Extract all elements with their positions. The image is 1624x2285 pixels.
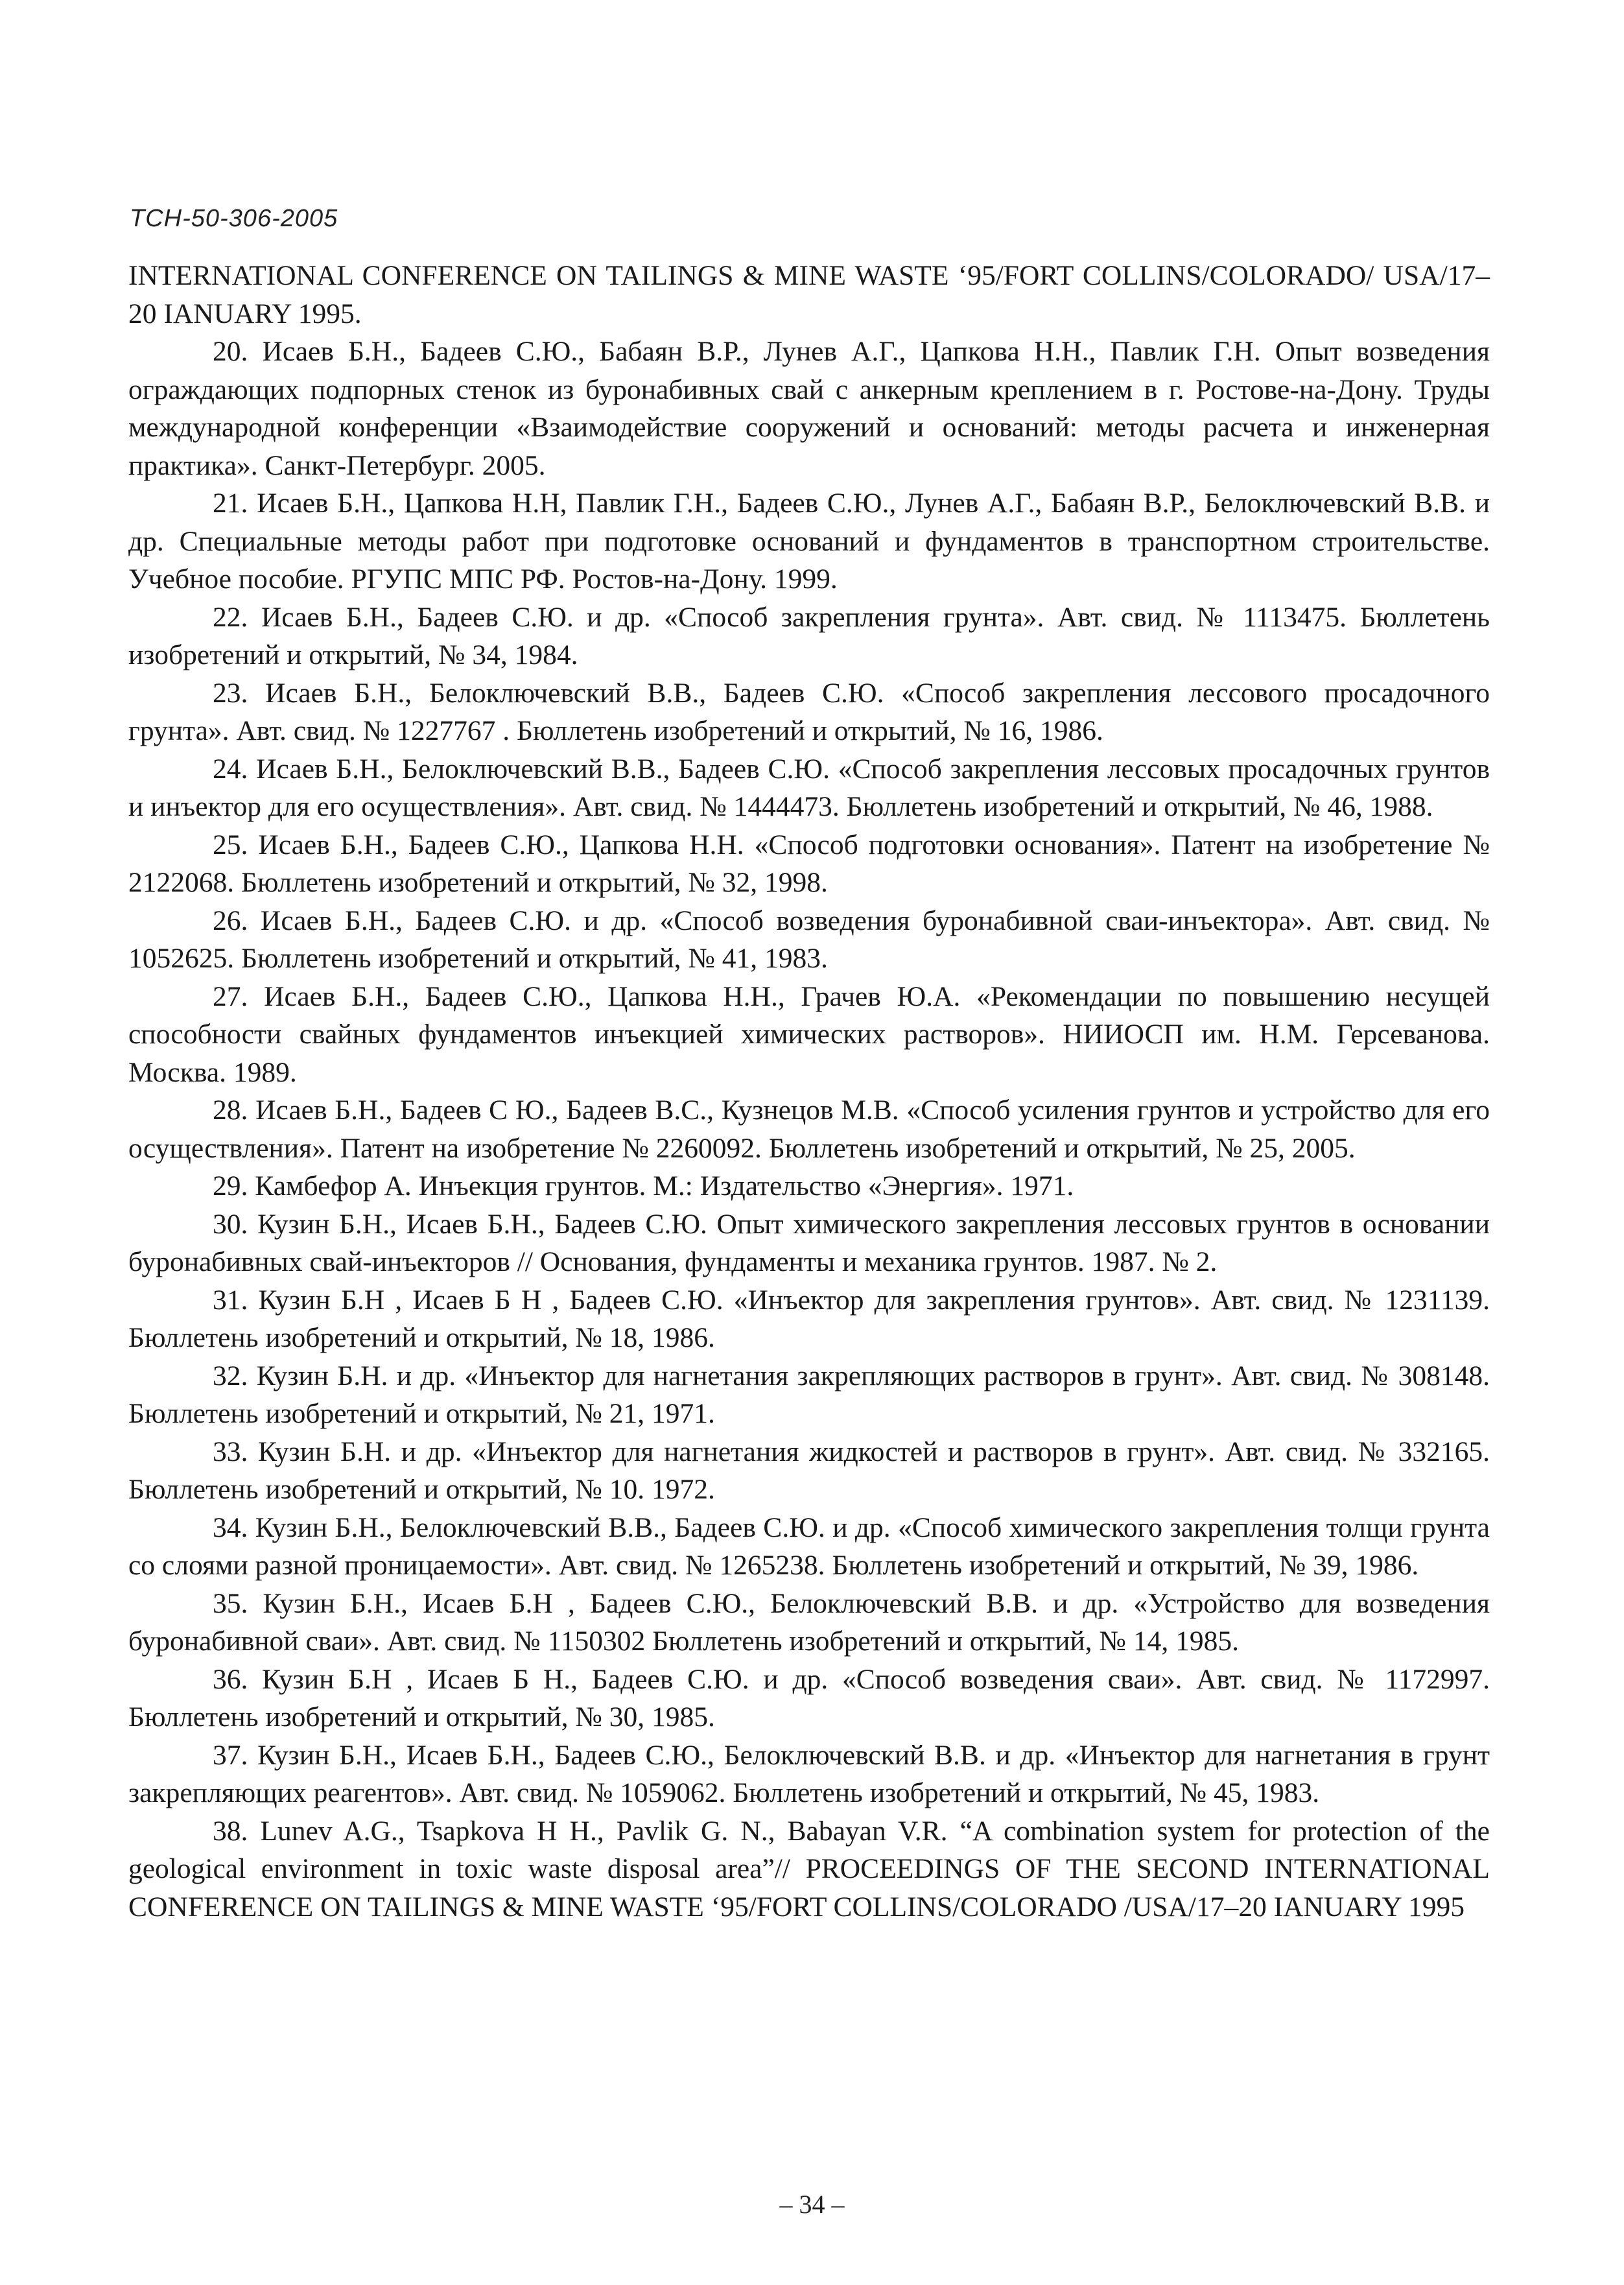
reference-item-31: 31. Кузин Б.Н , Исаев Б Н , Бадеев С.Ю. «Инъектор для закрепления грунтов». Авт. свид. № 1231139. Бюллетень изобретений и открытий, № 18, 1986.	[128, 1284, 1490, 1353]
reference-item-21: 21. Исаев Б.Н., Цапкова Н.Н, Павлик Г.Н., Бадеев С.Ю., Лунев А.Г., Бабаян В.Р., Белоключевский В.В. и др. Специальные методы работ при подготовке оснований и фундаментов в транспортном строительстве. Учебное пособие. РГУПС МПС РФ. Ростов-на-Дону. 1999.	[128, 488, 1490, 595]
reference-item-37: 37. Кузин Б.Н., Исаев Б.Н., Бадеев С.Ю., Белоключевский В.В. и др. «Инъектор для нагнетания в грунт закрепляющих реагентов». Авт. свид. № 1059062. Бюллетень изобретений и открытий, № 45, 1983.	[128, 1739, 1490, 1808]
reference-item-25: 25. Исаев Б.Н., Бадеев С.Ю., Цапкова Н.Н. «Способ подготовки основания». Патент на изобретение № 2122068. Бюллетень изобретений и открытий, № 32, 1998.	[128, 829, 1490, 898]
reference-item-24: 24. Исаев Б.Н., Белоключевский В.В., Бадеев С.Ю. «Способ закрепления лессовых просадочных грунтов и инъектор для его осуществления». Авт. свид. № 1444473. Бюллетень изобретений и открытий, № 46, 1988.	[128, 753, 1490, 822]
reference-item-30: 30. Кузин Б.Н., Исаев Б.Н., Бадеев С.Ю. Опыт химического закрепления лессовых грунтов в основании буронабивных свай-инъекторов // Основания, фундаменты и механика грунтов. 1987. № 2.	[128, 1208, 1490, 1277]
reference-item-38: 38. Lunev A.G., Tsapkova H H., Pavlik G. N., Babayan V.R. “A combination system for protection of the geological environment in toxic waste disposal area”// PROCEEDINGS OF THE SECOND INTERNATIONAL CONFERENCE ON TAILINGS & MINE WASTE ‘95/FORT COLLINS/COLORADO /USA/17–20 IANUARY 1995	[128, 1815, 1490, 1923]
reference-item-20: 20. Исаев Б.Н., Бадеев С.Ю., Бабаян В.Р., Лунев А.Г., Цапкова Н.Н., Павлик Г.Н. Опыт возведения ограждающих подпорных стенок из буронабивных свай с анкерным креплением в г. Ростове-на-Дону. Труды международной конференции «Взаимодействие сооружений и оснований: методы расчета и инженерная практика». Санкт-Петербург. 2005.	[128, 336, 1490, 481]
reference-item-26: 26. Исаев Б.Н., Бадеев С.Ю. и др. «Способ возведения буронабивной сваи-инъектора». Авт. свид. № 1052625. Бюллетень изобретений и открытий, № 41, 1983.	[128, 905, 1490, 974]
reference-item-22: 22. Исаев Б.Н., Бадеев С.Ю. и др. «Способ закрепления грунта». Авт. свид. № 1113475. Бюллетень изобретений и открытий, № 34, 1984.	[128, 601, 1490, 670]
reference-item-28: 28. Исаев Б.Н., Бадеев С Ю., Бадеев В.С., Кузнецов М.В. «Способ усиления грунтов и устройство для его осуществления». Патент на изобретение № 2260092. Бюллетень изобретений и открытий, № 25, 2005.	[128, 1095, 1490, 1164]
reference-item-34: 34. Кузин Б.Н., Белоключевский В.В., Бадеев С.Ю. и др. «Способ химического закрепления толщи грунта со слоями разной проницаемости». Авт. свид. № 1265238. Бюллетень изобретений и открытий, № 39, 1986.	[128, 1511, 1490, 1581]
page-number: – 34 –	[779, 2190, 845, 2219]
reference-item-27: 27. Исаев Б.Н., Бадеев С.Ю., Цапкова Н.Н., Грачев Ю.А. «Рекомендации по повышению несущей способности свайных фундаментов инъекцией химических растворов». НИИОСП им. Н.М. Герсеванова. Москва. 1989.	[128, 980, 1490, 1088]
reference-continuation: INTERNATIONAL CONFERENCE ON TAILINGS & MINE WASTE ‘95/FORT COLLINS/COLORADO/ USA/17–20 IANUARY 1995.	[128, 260, 1490, 329]
reference-item-35: 35. Кузин Б.Н., Исаев Б.Н , Бадеев С.Ю., Белоключевский В.В. и др. «Устройство для возведения буронабивной сваи». Авт. свид. № 1150302 Бюллетень изобретений и открытий, № 14, 1985.	[128, 1587, 1490, 1657]
reference-item-23: 23. Исаев Б.Н., Белоключевский В.В., Бадеев С.Ю. «Способ закрепления лессового просадочного грунта». Авт. свид. № 1227767 . Бюллетень изобретений и открытий, № 16, 1986.	[128, 677, 1490, 746]
reference-item-33: 33. Кузин Б.Н. и др. «Инъектор для нагнетания жидкостей и растворов в грунт». Авт. свид. № 332165. Бюллетень изобретений и открытий, № 10. 1972.	[128, 1436, 1490, 1505]
document-code-header: ТСН-50-306-2005	[130, 205, 338, 232]
reference-list	[128, 257, 1490, 1926]
reference-item-32: 32. Кузин Б.Н. и др. «Инъектор для нагнетания закрепляющих растворов в грунт». Авт. свид. № 308148. Бюллетень изобретений и открытий, № 21, 1971.	[128, 1360, 1490, 1429]
reference-item-36: 36. Кузин Б.Н , Исаев Б Н., Бадеев С.Ю. и др. «Способ возведения сваи». Авт. свид. № 1172997. Бюллетень изобретений и открытий, № 30, 1985.	[128, 1663, 1490, 1733]
reference-item-29: 29. Камбефор А. Инъекция грунтов. М.: Издательство «Энергия». 1971.	[213, 1170, 1074, 1202]
